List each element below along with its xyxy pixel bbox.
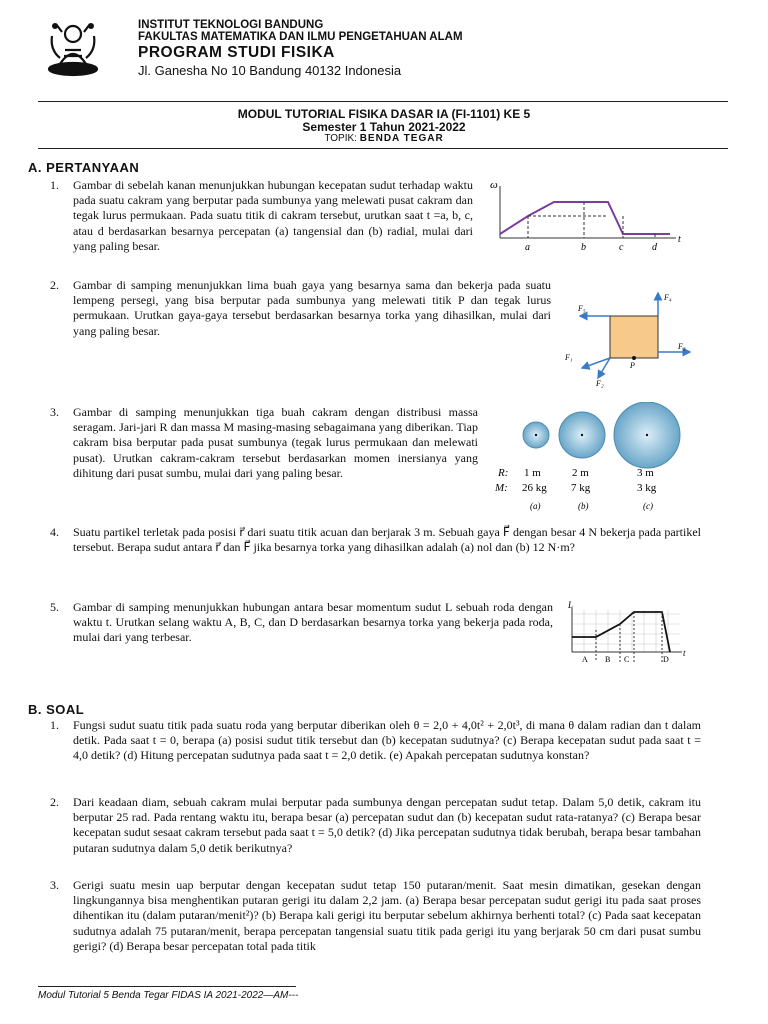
fig3-label-b: (b) — [578, 501, 589, 511]
fig5-y-label: L — [568, 600, 574, 610]
problem-2: Dari keadaan diam, sebuah cakram mulai berputar pada sumbunya dengan percepatan sudut tetap. Dalam 5,0 detik, cakram itu berputar 25 rad. Pada rentang waktu itu, berapa besar (a) percepatan sudut dan (b) kecepatan sudut rata-ratanya? (c) Berapa besar kecepatan sudut sesaat cakram tersebut pada saat t = 5,0 detik? (d) Jika percepatan sudutnya tidak berubah, berapa besar tambahan putaran sudutnya dalam 5,0 detik berikutnya? — [73, 795, 701, 855]
fig3-mass-a: 26 kg — [522, 482, 547, 494]
fig2-point-p: P — [630, 361, 635, 370]
q3-number: 3. — [50, 405, 59, 419]
title-divider — [38, 148, 728, 149]
fig1-y-label: ω — [490, 179, 498, 191]
fig3-disks — [494, 402, 694, 514]
s2-number: 2. — [50, 795, 59, 809]
fig1-tick-d: d — [652, 242, 657, 253]
fig3-r-label: R: — [498, 467, 509, 479]
fig3-radius-c: 3 m — [637, 467, 654, 479]
semester: Semester 1 Tahun 2021-2022 — [302, 120, 466, 134]
fig2-label-f5: F₅ — [578, 304, 586, 313]
fig3-radius-b: 2 m — [572, 467, 589, 479]
fig1-tick-c: c — [619, 242, 624, 253]
s3-number: 3. — [50, 878, 59, 892]
fig2-label-f4: F₄ — [664, 293, 672, 302]
q2-number: 2. — [50, 278, 59, 292]
question-2: Gambar di samping menunjukkan lima buah gaya yang besarnya sama dan bekerja pada suatu lempeng persegi, yang bisa berputar pada sumbunya yang melewati titik P dan tegak lurus permukaan. Urutkan gaya-gaya tersebut berdasarkan besarnya torka yang dihasilkan, mulai dari yang paling besar. — [73, 278, 551, 338]
question-1: Gambar di sebelah kanan menunjukkan hubungan kecepatan sudut terhadap waktu pada suatu cakram yang berputar pada sumbunya yang melewati pusat cakram dan tegak lurus permukaan. Pada suatu titik di cakram tersebut, urutkan saat t =a, b, c, atau d berdasarkan besarnya percepatan (a) tangensial dan (b) radial, mulai dari yang paling besar. — [73, 178, 473, 253]
fig3-mass-c: 3 kg — [637, 482, 657, 494]
question-4: Suatu partikel terletak pada posisi r⃗ dari suatu titik acuan dan berjarak 3 m. Sebuah gaya F⃗ dengan besar 4 N bekerja pada partikel tersebut. Berapa sudut antara r⃗ dan F⃗ jika besarnya torka yang dihasilkan adalah (a) nol dan (b) 12 N·m? — [73, 525, 701, 555]
section-b-heading: B. SOAL — [28, 702, 85, 717]
fig3-label-a: (a) — [530, 501, 541, 511]
q1-number: 1. — [50, 178, 59, 192]
fig5-momentum-time-graph — [566, 600, 691, 670]
problem-1: Fungsi sudut suatu titik pada suatu roda yang berputar diberikan oleh θ = 2,0 + 4,0t² + 2,0t³, di mana θ dalam radian dan t dalam detik. Pada saat t = 0, berapa (a) posisi sudut titik tersebut dan (b) kecepatan sudutnya? (c) Berapa kecepatan sudut pada saat t = 4,0 detik? (d) Hitung percepatan sudutnya pada saat t = 2,0 detik. (e) Apakah percepatan sudutnya konstan? — [73, 718, 701, 763]
fig3-label-c: (c) — [643, 501, 653, 511]
footer-divider — [38, 986, 296, 987]
fig5-interval-c: C — [624, 655, 630, 664]
section-a-heading: A. PERTANYAAN — [28, 160, 140, 175]
fig2-label-f1: F₁ — [565, 353, 573, 362]
fig1-tick-a: a — [525, 242, 530, 253]
question-3: Gambar di samping menunjukkan tiga buah cakram dengan distribusi massa seragam. Jari-jari R dan massa M masing-masing sebagaimana yang diberikan. Tiap cakram bisa berputar pada pusat sumbunya (tegak lurus permukaan dan melewati pusat). Urutkan cakram-cakram tersebut berdasarkan momen inersianya yang dihitung dari pusat sumbu, mulai dari yang paling besar. — [73, 405, 478, 480]
fig5-interval-b: B — [605, 655, 611, 664]
fig2-label-f3: F₃ — [678, 342, 686, 351]
fig1-omega-time-graph — [488, 178, 688, 258]
itb-logo — [40, 14, 106, 80]
fig2-label-f2: F₂ — [596, 379, 604, 388]
address: Jl. Ganesha No 10 Bandung 40132 Indonesia — [138, 63, 402, 78]
fig3-mass-b: 7 kg — [571, 482, 591, 494]
s1-number: 1. — [50, 718, 59, 732]
topic-line — [0, 133, 768, 144]
question-5: Gambar di samping menunjukkan hubungan antara besar momentum sudut L sebuah roda dengan waktu t. Urutkan selang waktu A, B, C, dan D berdasarkan besarnya torka yang bekerja pada roda, mulai dari yang terbesar. — [73, 600, 553, 645]
topic-label: TOPIK: — [324, 133, 357, 144]
fig5-interval-a: A — [582, 655, 588, 664]
fig3-m-label: M: — [495, 482, 508, 494]
fig5-x-label: t — [683, 648, 686, 658]
faculty-name: FAKULTAS MATEMATIKA DAN ILMU PENGETAHUAN ALAM — [138, 31, 463, 43]
header-divider — [38, 101, 728, 102]
q4-number: 4. — [50, 525, 59, 539]
fig1-x-label: t — [678, 234, 681, 245]
topic: BENDA TEGAR — [359, 133, 444, 144]
q5-number: 5. — [50, 600, 59, 614]
footer: Modul Tutorial 5 Benda Tegar FIDAS IA 2021-2022—AM--- — [38, 990, 299, 1001]
institute-name: INSTITUT TEKNOLOGI BANDUNG — [138, 19, 324, 31]
fig2-forces-square — [560, 288, 695, 390]
problem-3: Gerigi suatu mesin uap berputar dengan kecepatan sudut tetap 150 putaran/menit. Saat mesin dimatikan, gesekan dengan lingkungannya bisa menghentikan putaran gerigi itu dalam 2,2 jam. (a) Berapa besar percepatan sudut gerigi itu pada saat proses dihentikan itu (dalam putaran/menit²)? (b) Berapa kali gerigi itu berputar sebelum akhirnya berhenti total? (c) Pada saat kecepatan sudutnya adalah 75 putaran/menit, berapa percepatan tangensial suatu titik pada gerigi itu yang berjarak 50 cm dari pusat sumbu gerigi? (d) Berapa besar percepatan total pada titik — [73, 878, 701, 953]
fig5-interval-d: D — [663, 655, 669, 664]
module-title: MODUL TUTORIAL FISIKA DASAR IA (FI-1101) KE 5 — [237, 107, 531, 121]
fig3-radius-a: 1 m — [524, 467, 541, 479]
program-name: PROGRAM STUDI FISIKA — [138, 44, 335, 61]
fig1-tick-b: b — [581, 242, 586, 253]
